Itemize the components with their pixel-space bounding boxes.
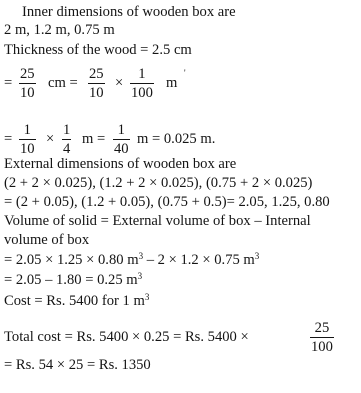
volume-calculation [4,252,259,269]
denominator: 10 [20,141,35,157]
denominator: 10 [89,85,104,101]
volume-calc-part-2: – 2 × 1.2 × 0.75 m [143,252,255,268]
unit-m: m [166,75,178,91]
numerator: 1 [130,66,154,84]
stray-tick-mark: ' [184,68,186,78]
times-sign: × [115,75,124,91]
total-cost-text: Total cost = Rs. 5400 × 0.25 = Rs. 5400 × [4,329,249,345]
volume-result [4,272,142,289]
fraction-25-over-10-second [88,66,105,101]
final-cost: = Rs. 54 × 25 = Rs. 1350 [4,357,151,373]
numerator: 25 [89,66,104,82]
fraction-1-over-4 [62,122,71,157]
volume-formula-line-2: volume of box [4,232,90,248]
external-dimensions-values: = (2 + 0.05), (1.2 + 0.05), (0.75 + 0.5)= 2.05, 1.25, 0.80 [4,194,330,210]
denominator: 100 [311,339,333,355]
volume-result-text: = 2.05 – 1.80 = 0.25 m [4,272,138,288]
external-dimensions-heading: External dimensions of wooden box are [4,156,237,172]
denominator: 100 [131,85,153,101]
thickness-result: m = 0.025 m. [137,131,216,147]
times-sign: × [46,131,55,147]
numerator: 1 [63,122,71,138]
cubic-exponent: 3 [138,251,144,261]
m-equals: m = [82,131,106,147]
volume-formula-line-1: Volume of solid = External volume of box – Internal [4,213,311,229]
cost-rate [4,293,149,310]
cost-rate-text: Cost = Rs. 5400 for 1 m [4,293,145,309]
numerator: 25 [20,66,35,82]
fraction-1-over-40 [113,122,130,157]
fraction-1-over-10 [19,122,36,157]
fraction-25-over-10 [19,66,36,101]
external-dimensions-expression: (2 + 2 × 0.025), (1.2 + 2 × 0.025), (0.75 + 2 × 0.025) [4,175,313,191]
inner-dimensions-values: 2 m, 1.2 m, 0.75 m [4,22,115,38]
wood-thickness: Thickness of the wood = 2.5 cm [4,42,192,58]
fraction-1-over-100 [130,66,154,101]
cm-equals: cm = [48,75,78,91]
denominator: 10 [20,85,35,101]
inner-dimensions-heading: Inner dimensions of wooden box are [22,4,236,20]
fraction-25-over-100 [310,320,334,355]
equals-sign: = [4,75,13,91]
denominator: 4 [63,141,71,157]
cubic-exponent: 3 [137,271,143,281]
cubic-exponent: 3 [144,292,150,302]
cubic-exponent: 3 [254,251,260,261]
denominator: 40 [114,141,129,157]
numerator: 1 [19,122,36,140]
equals-sign: = [4,131,13,147]
volume-calc-part-1: = 2.05 × 1.25 × 0.80 m [4,252,139,268]
numerator: 1 [113,122,130,140]
numerator: 25 [310,320,334,338]
